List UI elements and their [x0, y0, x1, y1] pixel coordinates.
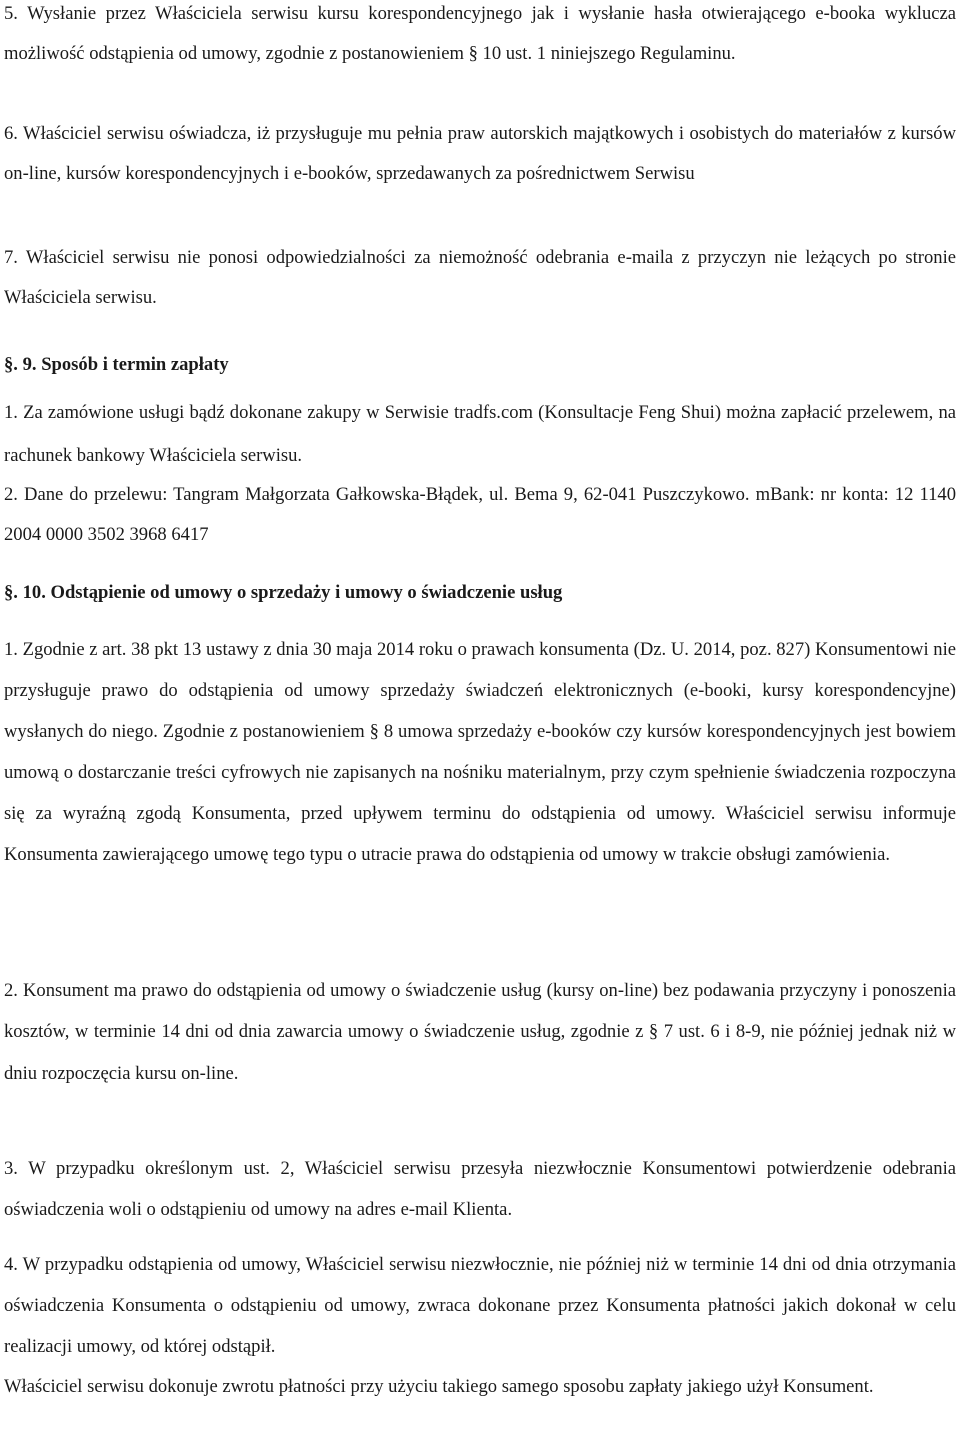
paragraph-10-3: 3. W przypadku określonym ust. 2, Właściciel serwisu przesyła niezwłocznie Konsumentowi potwierdzenie odebrania oświadczenia woli o odstąpieniu od umowy na adres e-mail Klienta. — [4, 1158, 956, 1220]
section-heading-9: §. 9. Sposób i termin zapłaty — [4, 354, 229, 375]
section-heading-10: §. 10. Odstąpienie od umowy o sprzedaży i umowy o świadczenie usług — [4, 582, 563, 603]
paragraph-10-4-continuation: Właściciel serwisu dokonuje zwrotu płatności przy użyciu takiego samego sposobu zapłaty jakiego użył Konsument. — [4, 1376, 874, 1397]
paragraph-10-1: 1. Zgodnie z art. 38 pkt 13 ustawy z dnia 30 maja 2014 roku o prawach konsumenta (Dz. U. 2014, poz. 827) Konsumentowi nie przysługuje prawo do odstąpienia od umowy sprzedaży świadczeń elektronicznych (e-booki, kursy korespondencyjne) wysłanych do niego. Zgodnie z postanowieniem § 8 umowa sprzedaży e-booków czy kursów korespondencyjnych jest bowiem umową o dostarczanie treści cyfrowych nie zapisanych na nośniku materialnym, przy czym spełnienie świadczenia rozpoczyna się za wyraźną zgodą Konsumenta, przed upływem terminu do odstąpienia od umowy. Właściciel serwisu informuje Konsumenta zawierającego umowę tego typu o utracie prawa do odstąpienia od umowy w trakcie obsługi zamówienia. — [4, 639, 956, 865]
paragraph-8-6: 6. Właściciel serwisu oświadcza, iż przysługuje mu pełnia praw autorskich majątkowych i osobistych do materiałów z kursów on-line, kursów korespondencyjnych i e-booków, sprzedawanych za pośrednictwem Serwisu — [4, 123, 956, 184]
paragraph-8-5: 5. Wysłanie przez Właściciela serwisu kursu korespondencyjnego jak i wysłanie hasła otwierającego e-booka wyklucza możliwość odstąpienia od umowy, zgodnie z postanowieniem § 10 ust. 1 niniejszego Regulaminu. — [4, 3, 956, 64]
paragraph-8-7: 7. Właściciel serwisu nie ponosi odpowiedzialności za niemożność odebrania e-maila z przyczyn nie leżących po stronie Właściciela serwisu. — [4, 247, 956, 308]
paragraph-9-2: 2. Dane do przelewu: Tangram Małgorzata Gałkowska-Błądek, ul. Bema 9, 62-041 Puszczykowo. mBank: nr konta: 12 1140 2004 0000 3502 3968 6417 — [4, 484, 956, 545]
paragraph-9-1: 1. Za zamówione usługi bądź dokonane zakupy w Serwisie tradfs.com (Konsultacje Feng Shui) można zapłacić przelewem, na rachunek bankowy Właściciela serwisu. — [4, 402, 956, 466]
paragraph-10-4: 4. W przypadku odstąpienia od umowy, Właściciel serwisu niezwłocznie, nie później niż w terminie 14 dni od dnia otrzymania oświadczenia Konsumenta o odstąpieniu od umowy, zwraca dokonane przez Konsumenta płatności jakich dokonał w celu realizacji umowy, od której odstąpił. — [4, 1254, 956, 1357]
paragraph-10-2: 2. Konsument ma prawo do odstąpienia od umowy o świadczenie usług (kursy on-line) bez podawania przyczyny i ponoszenia kosztów, w terminie 14 dni od dnia zawarcia umowy o świadczenie usług, zgodnie z § 7 ust. 6 i 8-9, nie później jednak niż w dniu rozpoczęcia kursu on-line. — [4, 980, 956, 1084]
